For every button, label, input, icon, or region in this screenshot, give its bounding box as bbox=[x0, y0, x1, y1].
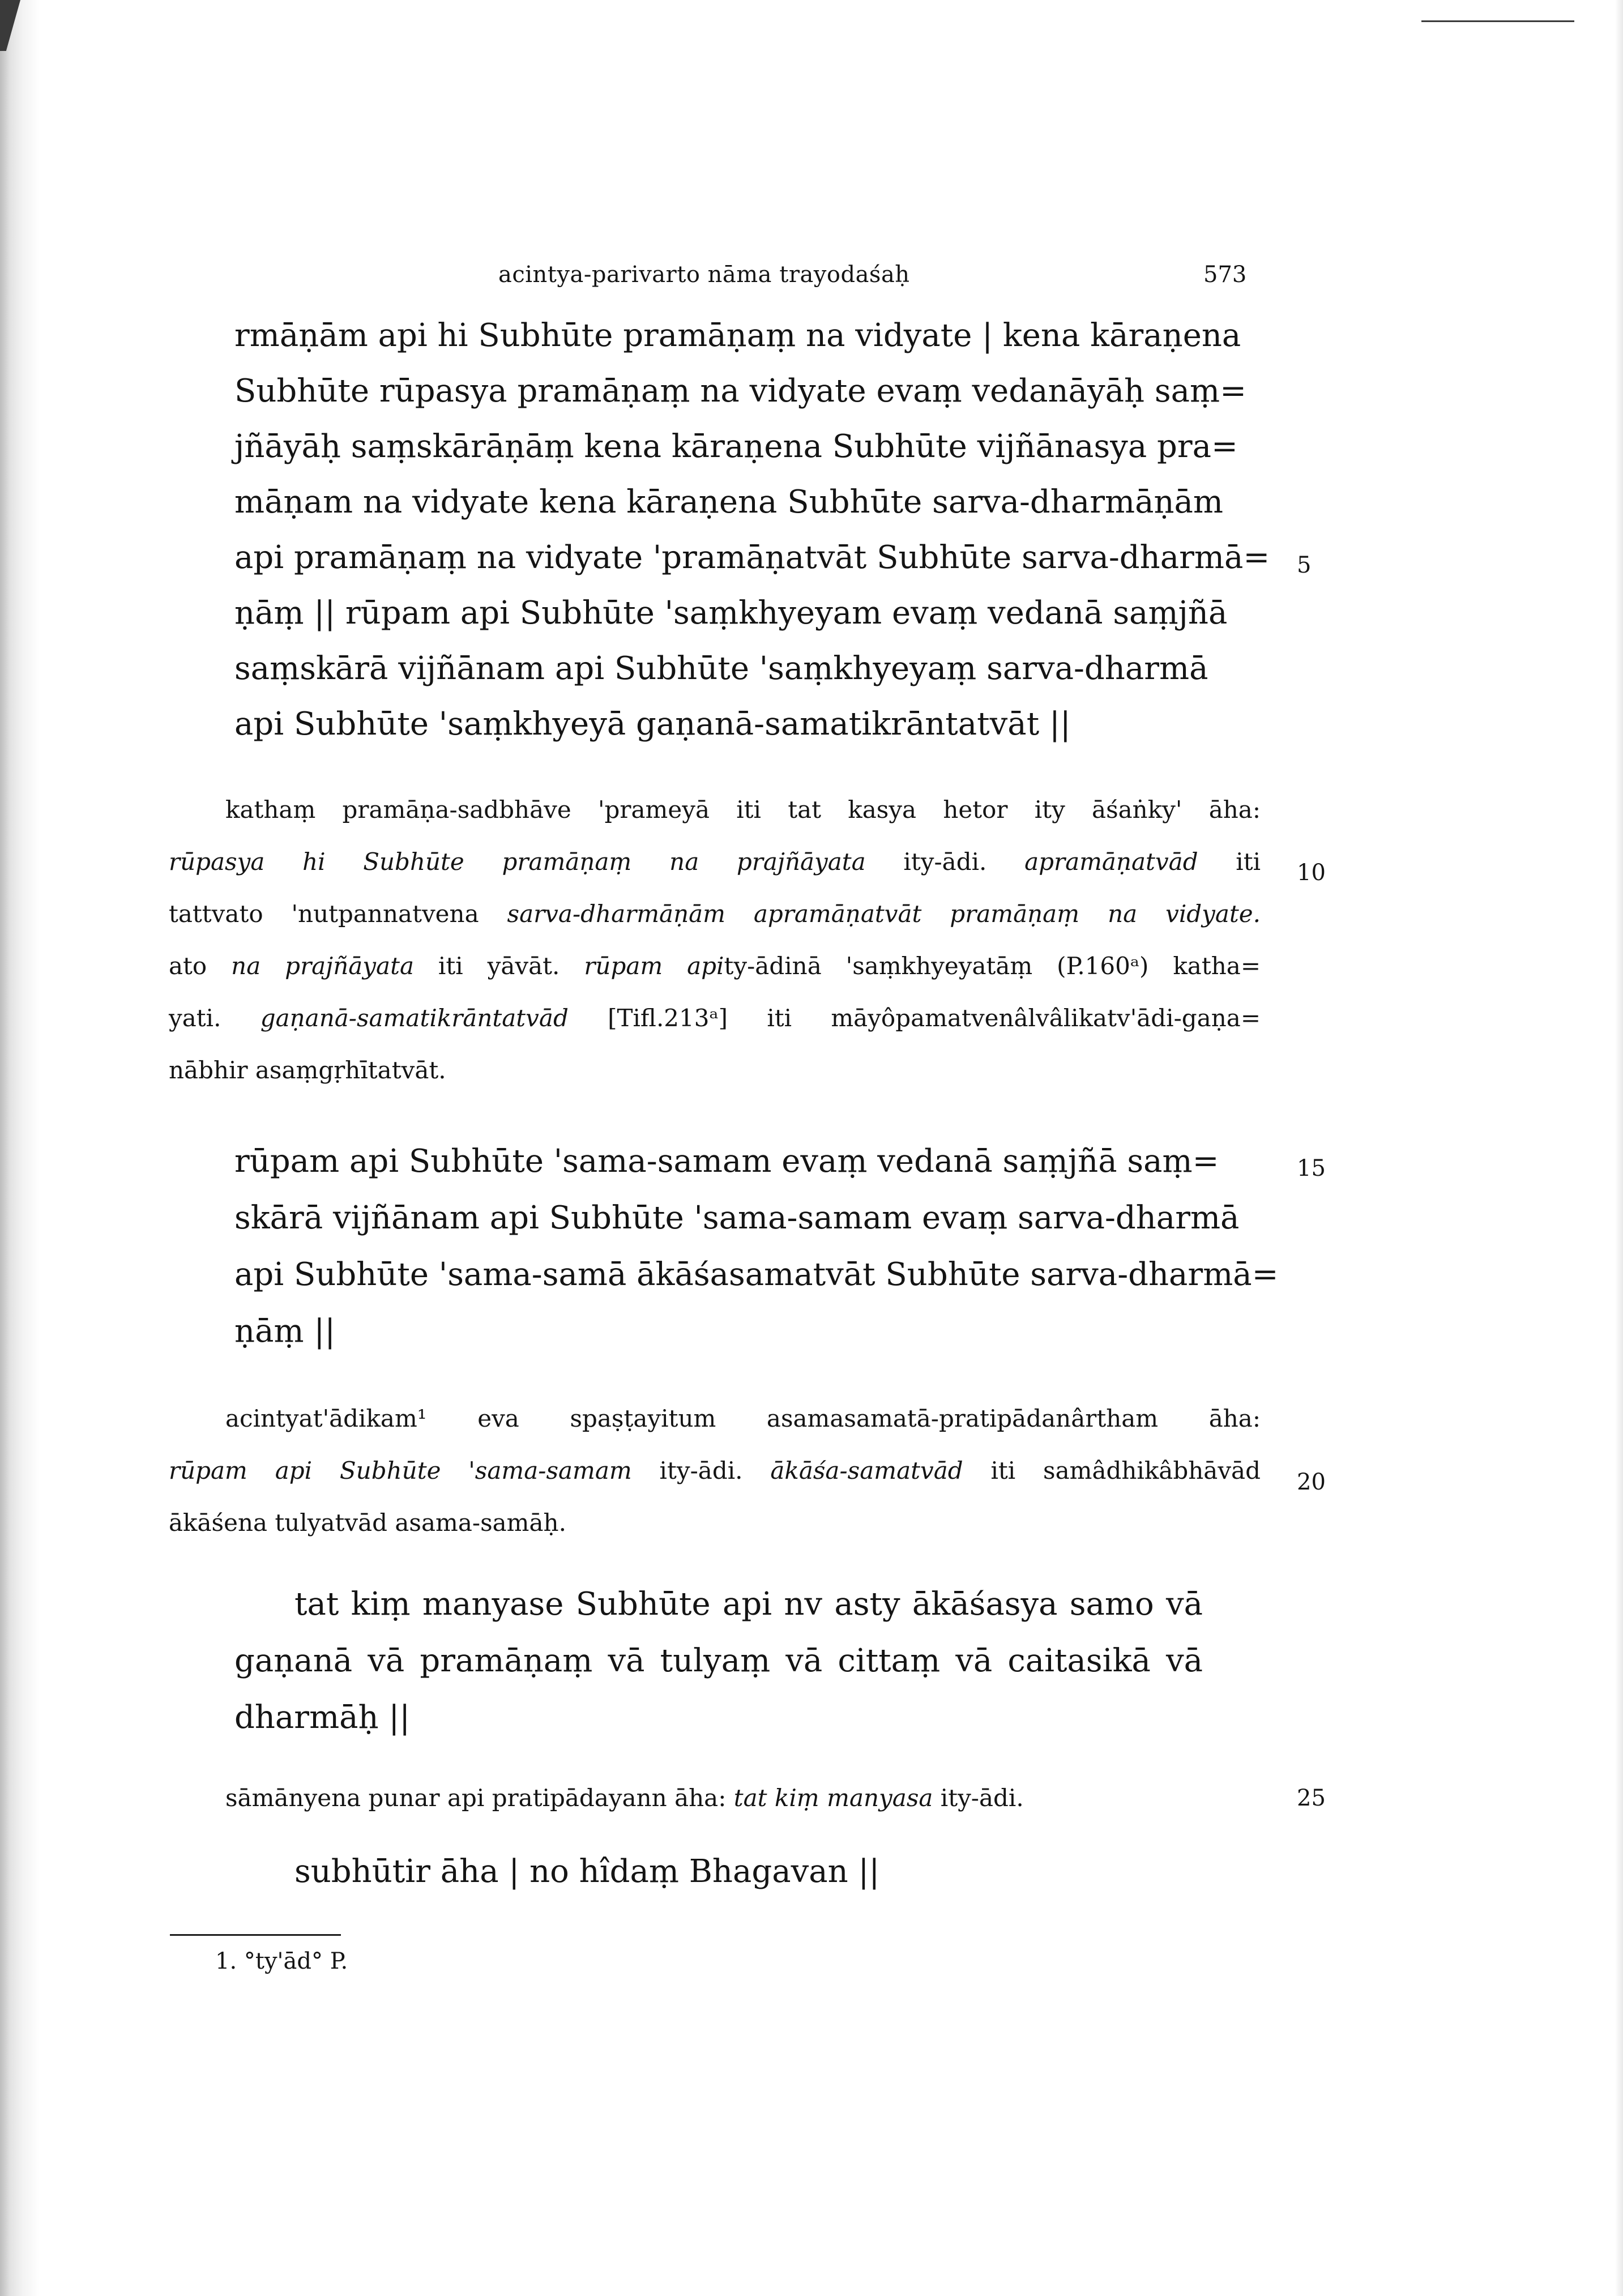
commentary-line: yati. gaṇanā-samatikrāntatvād [Tifl.213ᵃ] iti māyôpamatvenâlvâlikatv'ādi-gaṇa= bbox=[169, 1004, 1261, 1032]
scan-shadow-left bbox=[0, 0, 40, 2296]
line-number: 25 bbox=[1297, 1785, 1326, 1811]
commentary-line: acintyat'ādikam¹ eva spaṣṭayitum asamasamatā-pratipādanârtham āha: bbox=[225, 1405, 1261, 1432]
text-line: rmāṇām api hi Subhūte pramāṇaṃ na vidyate | kena kāraṇena bbox=[234, 317, 1241, 354]
line-number: 20 bbox=[1297, 1469, 1326, 1495]
text-line: api Subhūte 'saṃkhyeyā gaṇanā-samatikrāntatvāt || bbox=[234, 706, 1071, 742]
line-number: 5 bbox=[1297, 552, 1312, 578]
text-line: ṇāṃ || rūpam api Subhūte 'saṃkhyeyam evaṃ vedanā saṃjñā bbox=[234, 595, 1228, 631]
lemma: rūpasya hi Subhūte pramāṇaṃ na prajñāyata bbox=[169, 848, 866, 876]
commentary-line: rūpasya hi Subhūte pramāṇaṃ na prajñāyata ity-ādi. apramāṇatvād iti bbox=[169, 848, 1261, 876]
text-line: subhūtir āha | no hîdaṃ Bhagavan || bbox=[294, 1853, 880, 1890]
commentary-line: rūpam api Subhūte 'sama-samam ity-ādi. ākāśa-samatvād iti samâdhikâbhāvād bbox=[169, 1457, 1261, 1484]
line-number: 10 bbox=[1297, 860, 1326, 886]
text-line: api Subhūte 'sama-samā ākāśasamatvāt Subhūte sarva-dharmā= bbox=[234, 1256, 1279, 1293]
text-line: api pramāṇaṃ na vidyate 'pramāṇatvāt Subhūte sarva-dharmā= bbox=[234, 539, 1270, 576]
lemma: rūpam api Subhūte 'sama-samam bbox=[169, 1457, 632, 1484]
commentary-line: ākāśena tulyatvād asama-samāḥ. bbox=[169, 1509, 566, 1537]
lemma: na prajñāyata bbox=[231, 952, 414, 980]
text-line: rūpam api Subhūte 'sama-samam evaṃ vedanā saṃjñā saṃ= bbox=[234, 1143, 1219, 1180]
text-line: māṇam na vidyate kena kāraṇena Subhūte sarva-dharmāṇām bbox=[234, 484, 1224, 520]
lemma: tat kiṃ manyasa bbox=[733, 1784, 933, 1812]
text-line: gaṇanā vā pramāṇaṃ vā tulyaṃ vā cittaṃ vā caitasikā vā bbox=[234, 1642, 1203, 1679]
text-line: tat kiṃ manyase Subhūte api nv asty ākāśasya samo vā bbox=[294, 1586, 1203, 1623]
commentary-line: ato na prajñāyata iti yāvāt. rūpam apity-ādinā 'saṃkhyeyatāṃ (P.160ᵃ) katha= bbox=[169, 952, 1261, 980]
commentary-line: sāmānyena punar api pratipādayann āha: tat kiṃ manyasa ity-ādi. bbox=[225, 1784, 1024, 1812]
text-line: ṇāṃ || bbox=[234, 1313, 336, 1350]
line-number: 15 bbox=[1297, 1155, 1326, 1181]
text-line: skārā vijñānam api Subhūte 'sama-samam evaṃ sarva-dharmā bbox=[234, 1200, 1240, 1236]
scan-shadow-right bbox=[1615, 0, 1623, 2296]
lemma: ākāśa-samatvād bbox=[770, 1457, 963, 1484]
text-line: saṃskārā vijñānam api Subhūte 'saṃkhyeyaṃ sarva-dharmā bbox=[234, 650, 1208, 687]
lemma: sarva-dharmāṇām apramāṇatvāt pramāṇaṃ na vidyate. bbox=[507, 900, 1261, 928]
running-title: acintya-parivarto nāma trayodaśaḥ bbox=[498, 262, 910, 288]
text-line: jñāyāḥ saṃskārāṇāṃ kena kāraṇena Subhūte vijñānasya pra= bbox=[234, 428, 1238, 465]
text-line: dharmāḥ || bbox=[234, 1699, 411, 1736]
footnote-rule bbox=[170, 1934, 341, 1936]
lemma: gaṇanā-samatikrāntatvād bbox=[260, 1004, 569, 1032]
footnote: 1. °ty'ād° P. bbox=[215, 1948, 348, 1974]
text-line: Subhūte rūpasya pramāṇaṃ na vidyate evaṃ vedanāyāḥ saṃ= bbox=[234, 373, 1247, 409]
page-number: 573 bbox=[1203, 262, 1247, 288]
lemma: rūpam api bbox=[584, 952, 724, 980]
scan-top-rule bbox=[1421, 20, 1574, 22]
lemma: apramāṇatvād bbox=[1024, 848, 1198, 876]
commentary-line: kathaṃ pramāṇa-sadbhāve 'prameyā iti tat kasya hetor ity āśaṅky' āha: bbox=[225, 796, 1261, 823]
commentary-line: nābhir asaṃgṛhītatvāt. bbox=[169, 1056, 446, 1084]
commentary-line: tattvato 'nutpannatvena sarva-dharmāṇām apramāṇatvāt pramāṇaṃ na vidyate. bbox=[169, 900, 1261, 928]
